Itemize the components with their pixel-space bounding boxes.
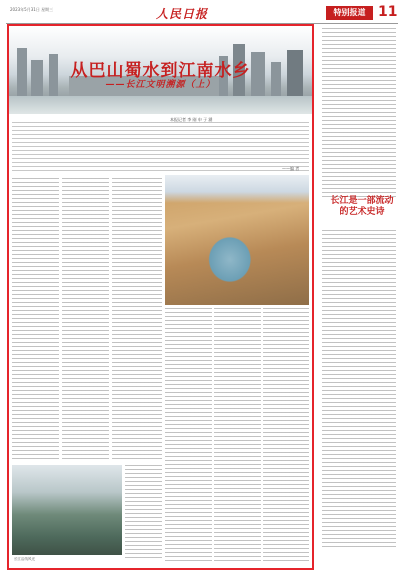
byline: 本报记者 李 刚 申 子 涵 xyxy=(170,117,213,122)
masthead: 人民日报 xyxy=(156,7,209,21)
sidebar-text-top xyxy=(322,28,396,198)
highlight-frame xyxy=(7,24,314,570)
page-number: 11 xyxy=(378,4,398,20)
sidebar-text-body xyxy=(322,230,396,550)
issue-date: 2023年5月31日 星期三 xyxy=(10,7,54,12)
lead-sign: ——编 者 xyxy=(282,166,300,171)
article-subtitle: ——长江文明溯源（上） xyxy=(105,80,216,90)
photo-caption: 长江沿线风光 xyxy=(14,557,35,561)
sidebar-heading: 长江是一部流动的艺术史诗 xyxy=(330,196,394,217)
article-title: 从巴山蜀水到江南水乡 xyxy=(70,61,251,81)
page-header xyxy=(6,4,398,24)
section-tag: 特别报道 xyxy=(326,6,373,20)
